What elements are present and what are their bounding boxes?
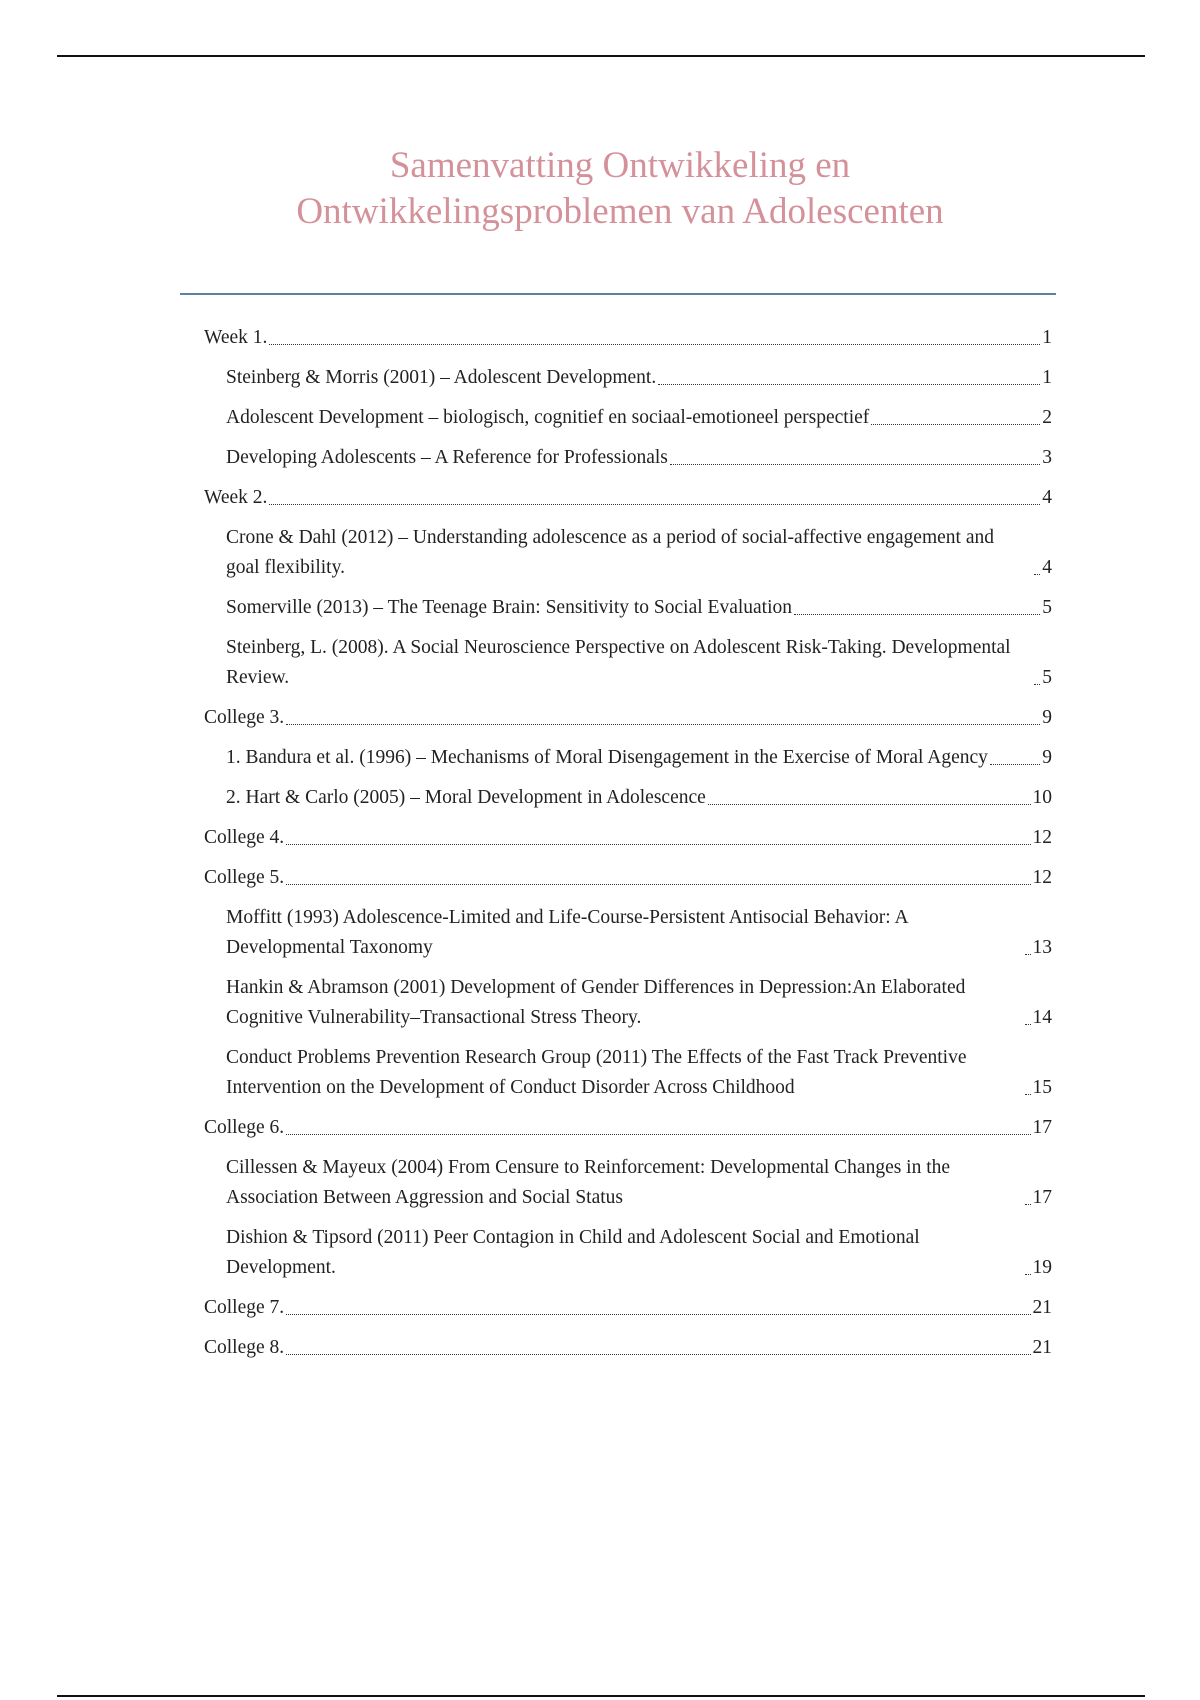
- page-footer-rule: [57, 1695, 1145, 1697]
- toc-subentry[interactable]: [204, 443, 1052, 473]
- toc-entry-title: Week 1.: [204, 327, 268, 348]
- toc-page-number: 4: [1042, 557, 1052, 578]
- toc-page-number: 13: [1032, 937, 1052, 958]
- toc-page-number: 21: [1032, 1297, 1052, 1318]
- toc-entry[interactable]: [204, 1333, 1052, 1363]
- toc-dot-leader: [286, 1134, 1030, 1135]
- toc-entry-title: Cillessen & Mayeux (2004) From Censure to Reinforcement: Developmental Changes in the Association Between Aggression and Social Status: [226, 1157, 951, 1208]
- toc-page-number: 4: [1042, 487, 1052, 508]
- toc-entry-title: Crone & Dahl (2012) – Understanding adolescence as a period of social-affective engagement and goal flexibility.: [226, 527, 994, 578]
- toc-dot-leader: [670, 464, 1040, 465]
- toc-entry-title: Developing Adolescents – A Reference for Professionals: [226, 447, 668, 468]
- toc-subentry[interactable]: [204, 1153, 1052, 1213]
- page-header-rule: [57, 55, 1145, 57]
- toc-entry-title: College 3.: [204, 707, 285, 728]
- toc-dot-leader: [1025, 954, 1031, 955]
- toc-page-number: 10: [1032, 787, 1052, 808]
- document-title-line-2: Ontwikkelingsproblemen van Adolescenten: [296, 191, 944, 232]
- toc-subentry[interactable]: [204, 903, 1052, 963]
- toc-subentry[interactable]: [204, 973, 1052, 1033]
- toc-dot-leader: [1034, 684, 1040, 685]
- toc-dot-leader: [871, 424, 1040, 425]
- toc-page-number: 14: [1032, 1007, 1052, 1028]
- document-title: [180, 143, 1060, 235]
- toc-dot-leader: [286, 1314, 1030, 1315]
- toc-page-number: 1: [1042, 327, 1052, 348]
- toc-page-number: 12: [1032, 827, 1052, 848]
- toc-dot-leader: [1034, 574, 1040, 575]
- toc-page-number: 5: [1042, 667, 1052, 688]
- toc-entry-title: College 4.: [204, 827, 285, 848]
- toc-dot-leader: [1025, 1094, 1031, 1095]
- toc-page-number: 5: [1042, 597, 1052, 618]
- toc-dot-leader: [1025, 1274, 1031, 1275]
- toc-entry-title: Adolescent Development – biologisch, cognitief en sociaal-emotioneel perspectief: [226, 407, 870, 428]
- toc-page-number: 17: [1032, 1117, 1052, 1138]
- toc-entry-title: Hankin & Abramson (2001) Development of Gender Differences in Depression:An Elaborated Cognitive Vulnerability–Transactional Stress Theory.: [226, 977, 966, 1028]
- toc-entry-title: College 5.: [204, 867, 285, 888]
- toc-dot-leader: [286, 724, 1040, 725]
- toc-entry-title: Steinberg, L. (2008). A Social Neuroscience Perspective on Adolescent Risk-Taking. Developmental Review.: [226, 637, 1011, 688]
- toc-subentry[interactable]: [204, 523, 1052, 583]
- toc-subentry[interactable]: [204, 363, 1052, 393]
- toc-subentry[interactable]: [204, 1223, 1052, 1283]
- toc-page-number: 19: [1032, 1257, 1052, 1278]
- document-title-line-1: Samenvatting Ontwikkeling en: [389, 145, 851, 186]
- toc-subentry[interactable]: [204, 743, 1052, 773]
- toc-entry[interactable]: [204, 323, 1052, 353]
- toc-page-number: 12: [1032, 867, 1052, 888]
- toc-entry-title: College 6.: [204, 1117, 285, 1138]
- toc-dot-leader: [286, 844, 1030, 845]
- toc-entry-title: Moffitt (1993) Adolescence-Limited and Life-Course-Persistent Antisocial Behavior: A Developmental Taxonomy: [226, 907, 908, 958]
- toc-page-number: 3: [1042, 447, 1052, 468]
- toc-page-number: 9: [1042, 707, 1052, 728]
- toc-page-number: 21: [1032, 1337, 1052, 1358]
- toc-entry[interactable]: [204, 703, 1052, 733]
- toc-entry[interactable]: [204, 863, 1052, 893]
- toc-dot-leader: [1025, 1204, 1031, 1205]
- toc-entry[interactable]: [204, 823, 1052, 853]
- toc-entry[interactable]: [204, 483, 1052, 513]
- toc-entry-title: 2. Hart & Carlo (2005) – Moral Development in Adolescence: [226, 787, 706, 808]
- toc-subentry[interactable]: [204, 403, 1052, 433]
- toc-subentry[interactable]: [204, 783, 1052, 813]
- toc-entry-title: Steinberg & Morris (2001) – Adolescent Development.: [226, 367, 657, 388]
- toc-page-number: 15: [1032, 1077, 1052, 1098]
- toc-entry-title: College 7.: [204, 1297, 285, 1318]
- toc-dot-leader: [269, 344, 1040, 345]
- toc-dot-leader: [658, 384, 1040, 385]
- toc-dot-leader: [286, 1354, 1030, 1355]
- toc-subentry[interactable]: [204, 593, 1052, 623]
- toc-page-number: 2: [1042, 407, 1052, 428]
- toc-subentry[interactable]: [204, 633, 1052, 693]
- toc-entry-title: 1. Bandura et al. (1996) – Mechanisms of Moral Disengagement in the Exercise of Moral Agency: [226, 747, 988, 768]
- toc-page-number: 1: [1042, 367, 1052, 388]
- toc-entry-title: Conduct Problems Prevention Research Group (2011) The Effects of the Fast Track Preventive Intervention on the Development of Conduct Disorder Across Childhood: [226, 1047, 967, 1098]
- toc-entry-title: Somerville (2013) – The Teenage Brain: Sensitivity to Social Evaluation: [226, 597, 793, 618]
- toc-dot-leader: [269, 504, 1040, 505]
- toc-entry[interactable]: [204, 1293, 1052, 1323]
- title-underline: [180, 293, 1056, 295]
- toc-entry-title: Week 2.: [204, 487, 268, 508]
- toc-entry-title: College 8.: [204, 1337, 285, 1358]
- toc-dot-leader: [286, 884, 1030, 885]
- toc-dot-leader: [794, 614, 1040, 615]
- toc-subentry[interactable]: [204, 1043, 1052, 1103]
- toc-page-number: 17: [1032, 1187, 1052, 1208]
- toc-dot-leader: [708, 804, 1031, 805]
- toc-entry[interactable]: [204, 1113, 1052, 1143]
- toc-dot-leader: [990, 764, 1040, 765]
- toc-dot-leader: [1025, 1024, 1031, 1025]
- toc-page-number: 9: [1042, 747, 1052, 768]
- table-of-contents: [204, 323, 1052, 1373]
- toc-entry-title: Dishion & Tipsord (2011) Peer Contagion in Child and Adolescent Social and Emotional Development.: [226, 1227, 920, 1278]
